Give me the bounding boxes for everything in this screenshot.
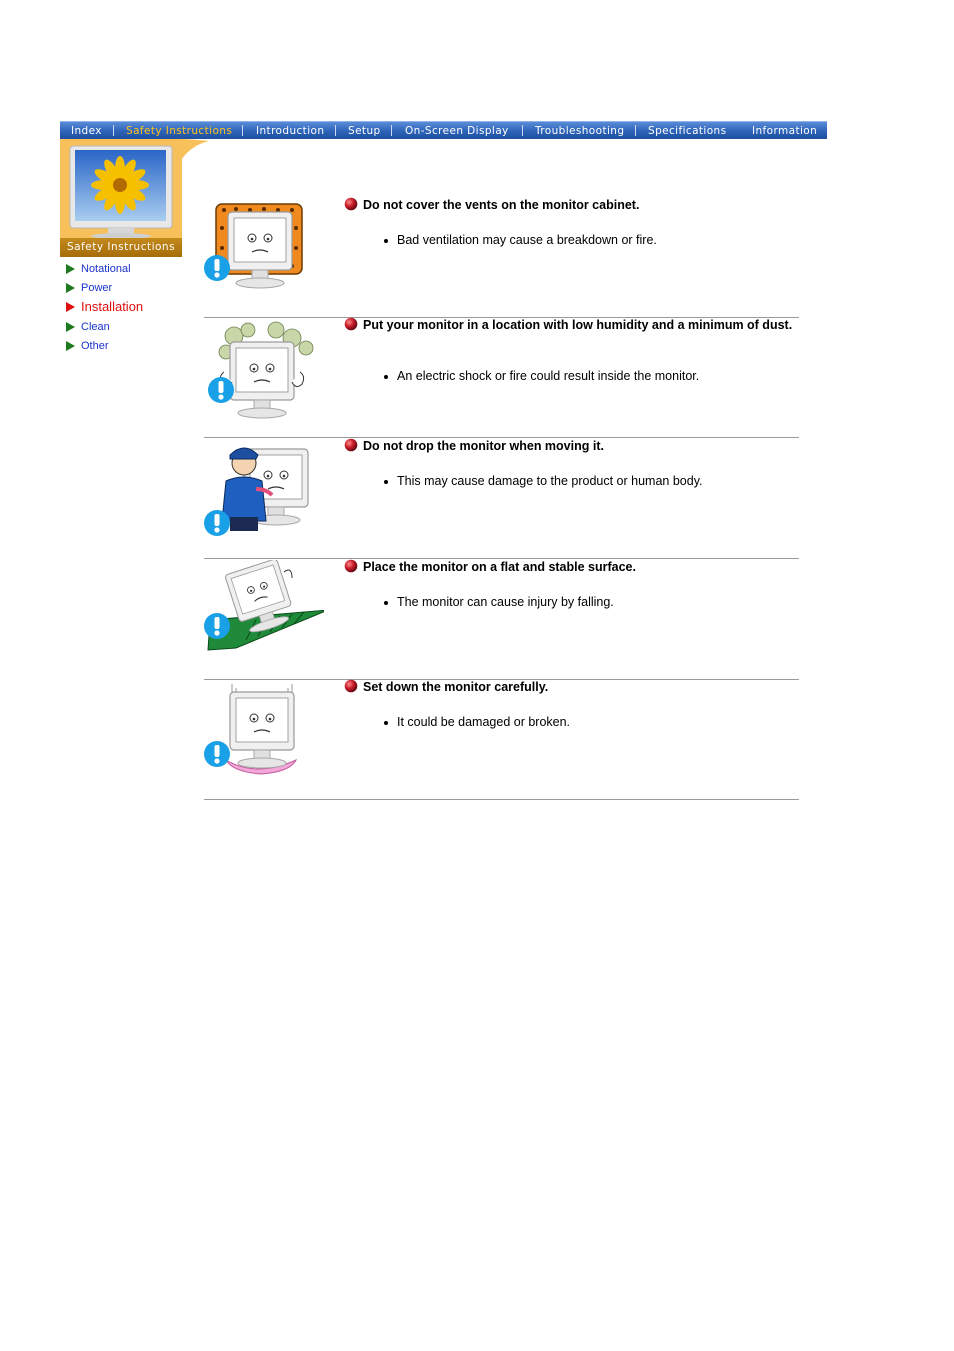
section-row [204,439,799,559]
sidebar-item-label: Other [81,340,109,352]
arrow-right-icon [66,302,75,312]
list-item-text: This may cause damage to the product or human body. [397,474,703,488]
nav-on-screen-display[interactable]: On-Screen Display [405,125,509,137]
list-item-text: Bad ventilation may cause a breakdown or fire. [397,233,657,247]
divider [204,437,799,438]
sidebar-item-label: Clean [81,321,110,333]
bullet-dot-icon [384,480,388,484]
section-heading-text: Place the monitor on a flat and stable surface. [363,560,636,574]
divider [204,799,799,800]
nav-separator [635,125,636,136]
monitor-flower-image [60,139,209,239]
nav-information[interactable]: Information [752,125,818,137]
bullet-dot-icon [384,721,388,725]
nav-specifications[interactable]: Specifications [648,125,727,137]
sidebar-item-label: Power [81,282,113,294]
dusty-monitor-illustration [196,318,324,428]
bullet-dot-icon [384,601,388,605]
nav-safety-instructions[interactable]: Safety Instructions [126,125,233,137]
list-item-text: An electric shock or fire could result inside the monitor. [397,369,700,383]
section-heading-text: Set down the monitor carefully. [363,680,549,694]
list-item-text: The monitor can cause injury by falling. [397,595,614,609]
nav-troubleshooting[interactable]: Troubleshooting [535,125,625,137]
sidebar-caption: Safety Instructions [60,238,182,257]
section-row [204,560,799,680]
nav-separator [242,125,243,136]
nav-separator [335,125,336,136]
section-row [204,318,799,438]
bullet-dot-icon [384,375,388,379]
falling-monitor-illustration [196,560,324,670]
section-heading-text: Do not drop the monitor when moving it. [363,439,604,453]
sidebar-item-label: Installation [81,299,144,314]
nav-introduction[interactable]: Introduction [256,125,325,137]
arrow-right-icon [66,341,75,351]
section-heading-text: Put your monitor in a location with low humidity and a minimum of dust. [363,318,793,332]
nav-separator [391,125,392,136]
nav-separator [113,125,114,136]
bullet-dot-icon [384,239,388,243]
red-ball-bullet-icon [344,559,358,573]
sidebar-item-label: Notational [81,263,131,275]
divider [204,558,799,559]
carrying-monitor-illustration [196,439,324,549]
nav-separator [522,125,523,136]
top-navigation-bar [60,121,827,139]
set-down-monitor-illustration [196,680,324,790]
list-item-text: It could be damaged or broken. [397,715,571,729]
nav-setup[interactable]: Setup [348,125,381,137]
red-ball-bullet-icon [344,438,358,452]
section-row [204,198,799,318]
arrow-right-icon [66,264,75,274]
section-row [204,680,799,800]
red-ball-bullet-icon [344,679,358,693]
arrow-right-icon [66,322,75,332]
arrow-right-icon [66,283,75,293]
red-ball-bullet-icon [344,317,358,331]
nav-index[interactable]: Index [71,125,102,137]
covered-monitor-illustration [196,198,324,308]
section-heading-text: Do not cover the vents on the monitor cabinet. [363,198,640,212]
red-ball-bullet-icon [344,197,358,211]
